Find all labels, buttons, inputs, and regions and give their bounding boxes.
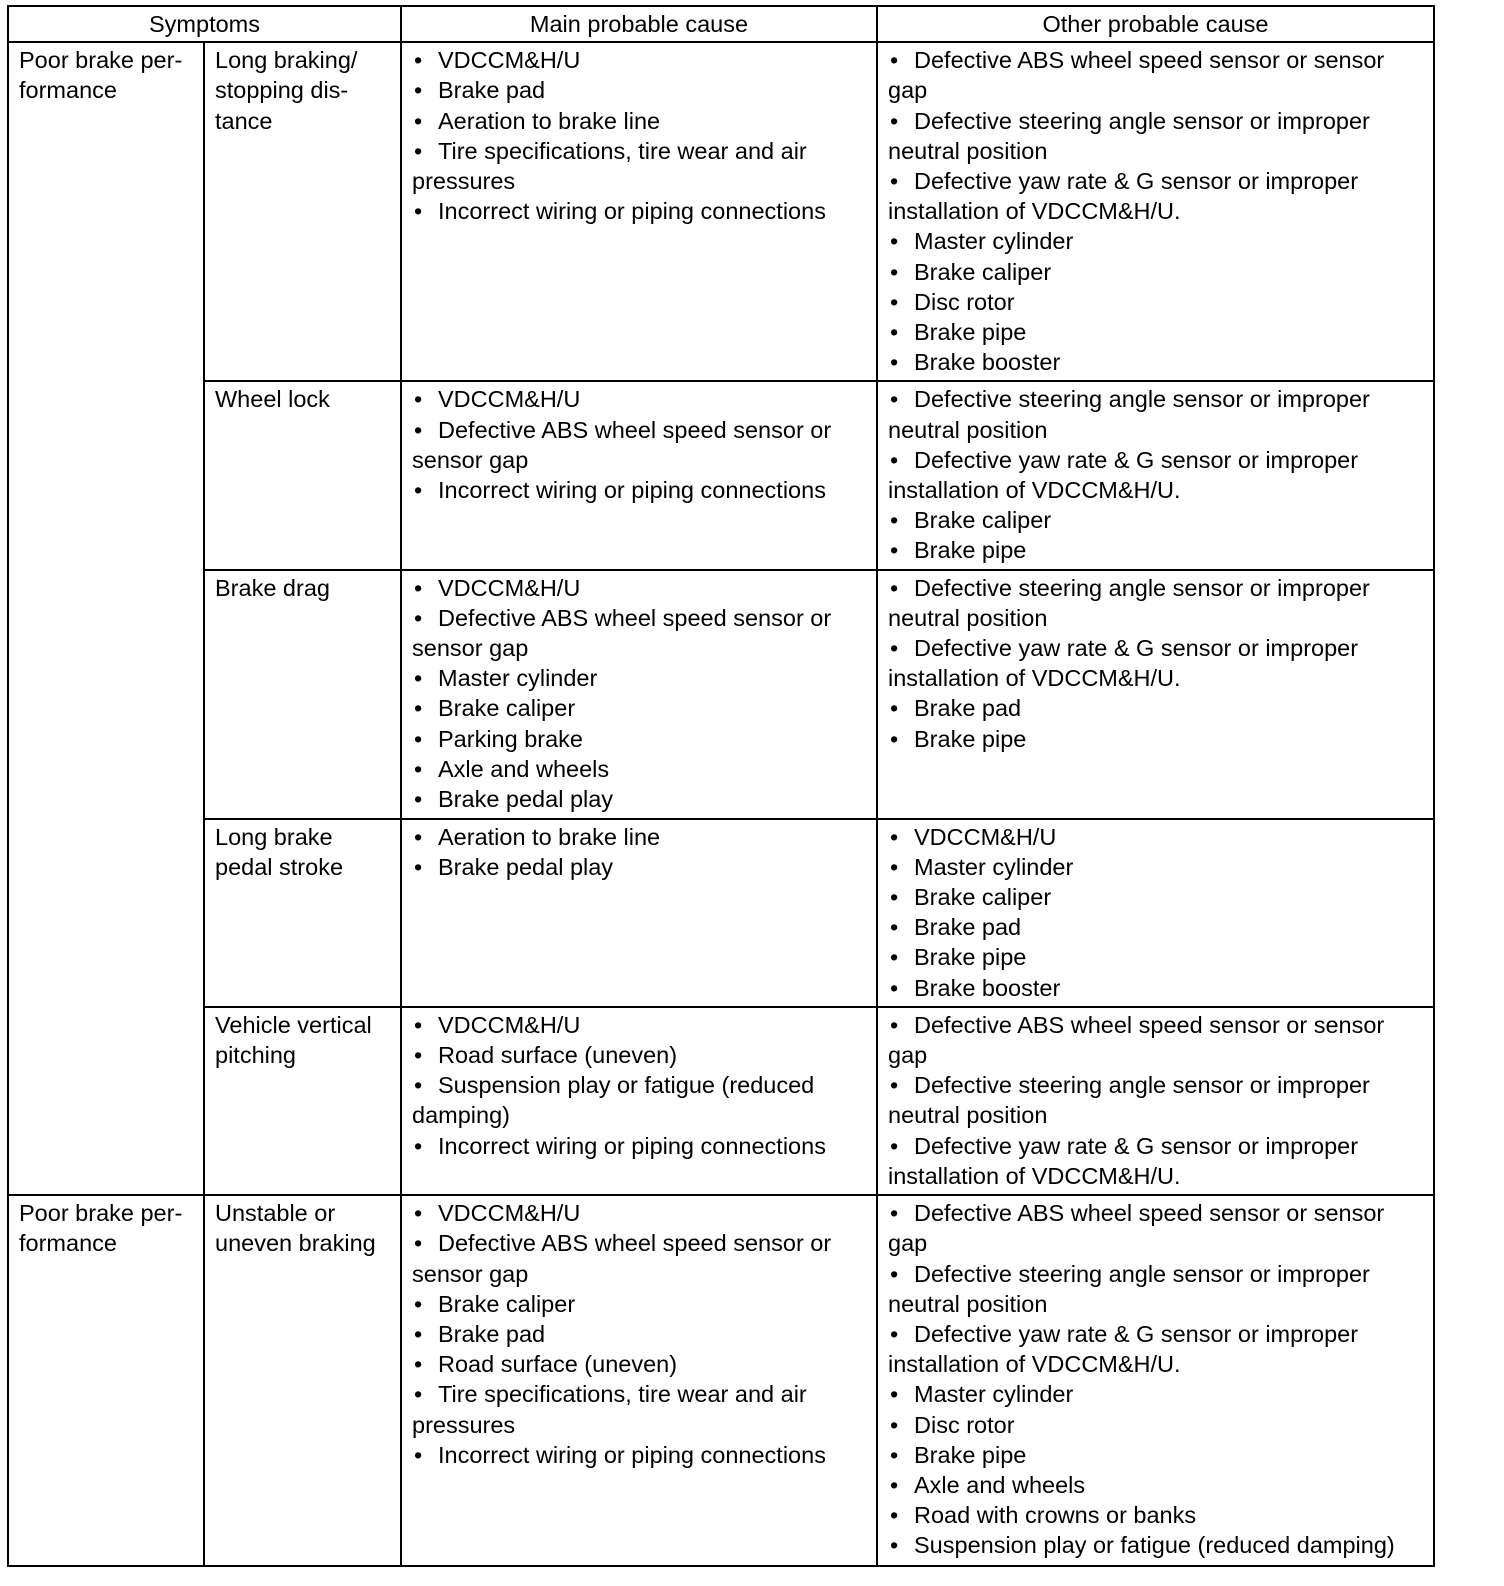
cause-item — [412, 106, 868, 136]
cause-text: VDCCM&H/U — [914, 823, 1057, 850]
cause-text: Tire specifications, tire wear and air pressures — [412, 1381, 807, 1438]
cause-text: Brake pad — [914, 914, 1022, 941]
bullet-icon: • — [890, 446, 899, 473]
cause-text: Incorrect wiring or piping connections — [438, 1132, 826, 1159]
bullet-icon: • — [414, 1132, 423, 1159]
bullet-icon: • — [414, 137, 423, 164]
other-cause-list — [888, 1198, 1425, 1560]
symptom-cell — [204, 1195, 401, 1566]
cause-item — [888, 693, 1425, 723]
cause-item — [888, 1410, 1425, 1440]
cause-text: Brake pipe — [914, 1441, 1027, 1468]
bullet-icon: • — [890, 823, 899, 850]
bullet-icon: • — [890, 1411, 899, 1438]
bullet-icon: • — [890, 228, 899, 255]
other-cause-list — [888, 573, 1425, 754]
bullet-icon: • — [414, 198, 423, 225]
cause-item — [888, 973, 1425, 1003]
cause-text: Incorrect wiring or piping connections — [438, 1441, 826, 1468]
bullet-icon: • — [890, 1441, 899, 1468]
bullet-icon: • — [414, 604, 423, 631]
bullet-icon: • — [414, 1441, 423, 1468]
cause-text: Incorrect wiring or piping connections — [438, 477, 826, 504]
bullet-icon: • — [890, 349, 899, 376]
cause-item — [888, 1198, 1425, 1258]
cause-text: Defective ABS wheel speed sensor or sensor gap — [412, 1230, 832, 1287]
cause-item — [412, 1228, 868, 1288]
other-cause-cell — [877, 1195, 1434, 1566]
cause-item — [412, 75, 868, 105]
symptom-cell — [204, 381, 401, 569]
symptom-label: Long brake pedal stroke — [215, 823, 344, 880]
cause-text: Master cylinder — [438, 665, 598, 692]
cause-item — [888, 1470, 1425, 1500]
bullet-icon: • — [890, 319, 899, 346]
main-cause-cell — [401, 819, 877, 1007]
cause-item — [412, 415, 868, 475]
other-cause-cell — [877, 381, 1434, 569]
cause-item — [888, 445, 1425, 505]
cause-text: Brake pad — [438, 77, 546, 104]
cause-text: Disc rotor — [914, 1411, 1015, 1438]
bullet-icon: • — [414, 786, 423, 813]
cause-item — [412, 663, 868, 693]
cause-item — [412, 822, 868, 852]
other-cause-list — [888, 45, 1425, 377]
cause-item — [888, 317, 1425, 347]
cause-item — [412, 475, 868, 505]
cause-item — [888, 45, 1425, 105]
cause-text: Brake caliper — [914, 507, 1052, 534]
bullet-icon: • — [414, 77, 423, 104]
cause-item — [888, 287, 1425, 317]
symptom-category: Poor brake per- formance — [19, 47, 183, 104]
cause-item — [888, 633, 1425, 693]
symptom-cell — [204, 42, 401, 381]
bullet-icon: • — [414, 725, 423, 752]
cause-text: Defective steering angle sensor or improper neutral position — [888, 107, 1370, 164]
cause-text: Defective steering angle sensor or improper neutral position — [888, 574, 1370, 631]
cause-text: Defective steering angle sensor or improper neutral position — [888, 386, 1370, 443]
cause-item — [888, 1530, 1425, 1560]
cause-text: Aeration to brake line — [438, 107, 661, 134]
header-row — [8, 6, 1434, 42]
cause-item — [888, 226, 1425, 256]
cause-item — [412, 384, 868, 414]
table-row — [8, 1195, 1434, 1566]
bullet-icon: • — [890, 884, 899, 911]
cause-text: Suspension play or fatigue (reduced damping) — [914, 1532, 1395, 1559]
cause-text: Master cylinder — [914, 228, 1074, 255]
cause-text: Defective ABS wheel speed sensor or sensor gap — [888, 1200, 1385, 1257]
bullet-icon: • — [890, 574, 899, 601]
cause-item — [888, 1070, 1425, 1130]
other-cause-cell — [877, 570, 1434, 819]
cause-text: Defective yaw rate & G sensor or improper installation of VDCCM&H/U. — [888, 1132, 1359, 1189]
cause-text: VDCCM&H/U — [438, 1200, 581, 1227]
bullet-icon: • — [890, 507, 899, 534]
cause-item — [412, 852, 868, 882]
header-main-cause: Main probable cause — [401, 6, 877, 42]
bullet-icon: • — [414, 853, 423, 880]
table-row — [8, 42, 1434, 381]
cause-text: VDCCM&H/U — [438, 386, 581, 413]
symptom-label: Vehicle vertical pitching — [215, 1011, 372, 1069]
cause-item — [412, 136, 868, 196]
bullet-icon: • — [890, 1502, 899, 1529]
table-row — [8, 1007, 1434, 1195]
cause-text: Brake pipe — [914, 537, 1027, 564]
bullet-icon: • — [890, 386, 899, 413]
cause-item — [412, 724, 868, 754]
bullet-icon: • — [890, 944, 899, 971]
cause-item — [888, 1319, 1425, 1379]
bullet-icon: • — [890, 537, 899, 564]
symptom-label: Wheel lock — [215, 386, 330, 413]
bullet-icon: • — [414, 755, 423, 782]
symptom-cell — [204, 570, 401, 819]
cause-item — [888, 852, 1425, 882]
symptom-cause-table — [7, 5, 1435, 1567]
cause-text: Defective steering angle sensor or improper neutral position — [888, 1260, 1370, 1317]
symptom-cell — [204, 819, 401, 1007]
bullet-icon: • — [414, 695, 423, 722]
cause-text: Disc rotor — [914, 288, 1015, 315]
cause-item — [412, 754, 868, 784]
cause-item — [412, 784, 868, 814]
cause-text: Aeration to brake line — [438, 823, 661, 850]
cause-item — [412, 1319, 868, 1349]
bullet-icon: • — [414, 823, 423, 850]
bullet-icon: • — [890, 1532, 899, 1559]
cause-text: Defective ABS wheel speed sensor or sensor gap — [412, 416, 832, 473]
cause-text: Suspension play or fatigue (reduced damping) — [412, 1072, 815, 1129]
bullet-icon: • — [414, 1381, 423, 1408]
cause-text: Defective steering angle sensor or improper neutral position — [888, 1072, 1370, 1129]
cause-item — [888, 912, 1425, 942]
cause-text: Defective yaw rate & G sensor or improper installation of VDCCM&H/U. — [888, 1320, 1359, 1378]
cause-text: VDCCM&H/U — [438, 47, 581, 74]
cause-item — [412, 1289, 868, 1319]
bullet-icon: • — [890, 1200, 899, 1227]
other-cause-list — [888, 822, 1425, 1003]
bullet-icon: • — [890, 47, 899, 74]
bullet-icon: • — [890, 695, 899, 722]
header-symptoms: Symptoms — [8, 6, 401, 42]
bullet-icon: • — [414, 47, 423, 74]
cause-item — [412, 1379, 868, 1439]
cause-item — [888, 106, 1425, 166]
cause-item — [888, 535, 1425, 565]
bullet-icon: • — [890, 107, 899, 134]
bullet-icon: • — [414, 665, 423, 692]
bullet-icon: • — [414, 1351, 423, 1378]
cause-text: Brake pipe — [914, 944, 1027, 971]
cause-item — [412, 693, 868, 723]
cause-item — [888, 166, 1425, 226]
cause-text: Defective yaw rate & G sensor or improper installation of VDCCM&H/U. — [888, 635, 1359, 692]
main-cause-cell — [401, 381, 877, 569]
cause-item — [888, 822, 1425, 852]
other-cause-list — [888, 1010, 1425, 1191]
cause-item — [888, 724, 1425, 754]
table-body — [8, 42, 1434, 1566]
cause-item — [888, 347, 1425, 377]
cause-text: Road with crowns or banks — [914, 1502, 1197, 1529]
symptom-label: Long braking/ stopping dis- tance — [215, 47, 358, 134]
bullet-icon: • — [414, 574, 423, 601]
other-cause-cell — [877, 1007, 1434, 1195]
cause-item — [888, 1259, 1425, 1319]
bullet-icon: • — [414, 1290, 423, 1317]
cause-text: Brake caliper — [914, 258, 1052, 285]
symptom-category-cell — [8, 1195, 204, 1566]
cause-text: Brake booster — [914, 974, 1061, 1001]
cause-text: Brake booster — [914, 349, 1061, 376]
cause-item — [412, 196, 868, 226]
cause-text: Defective ABS wheel speed sensor or sensor gap — [888, 1011, 1385, 1069]
cause-text: Brake pedal play — [438, 786, 614, 813]
bullet-icon: • — [890, 974, 899, 1001]
cause-text: Road surface (uneven) — [438, 1351, 678, 1378]
bullet-icon: • — [414, 1200, 423, 1227]
cause-item — [888, 882, 1425, 912]
bullet-icon: • — [414, 1230, 423, 1257]
cause-item — [888, 384, 1425, 444]
bullet-icon: • — [890, 258, 899, 285]
table-row — [8, 570, 1434, 819]
cause-item — [888, 1010, 1425, 1070]
bullet-icon: • — [890, 288, 899, 315]
bullet-icon: • — [890, 1320, 899, 1347]
bullet-icon: • — [890, 1260, 899, 1287]
bullet-icon: • — [414, 386, 423, 413]
cause-text: Brake caliper — [438, 695, 576, 722]
bullet-icon: • — [890, 1132, 899, 1159]
cause-text: Road surface (uneven) — [438, 1042, 678, 1069]
cause-text: Parking brake — [438, 725, 583, 752]
main-cause-list — [412, 573, 868, 815]
other-cause-cell — [877, 42, 1434, 381]
cause-text: Brake caliper — [438, 1290, 576, 1317]
cause-text: Brake caliper — [914, 884, 1052, 911]
bullet-icon: • — [890, 725, 899, 752]
bullet-icon: • — [414, 477, 423, 504]
bullet-icon: • — [890, 168, 899, 195]
main-cause-cell — [401, 42, 877, 381]
bullet-icon: • — [414, 1072, 423, 1099]
cause-text: Tire specifications, tire wear and air pressures — [412, 137, 807, 195]
cause-text: Defective ABS wheel speed sensor or sensor gap — [888, 47, 1385, 104]
main-cause-list — [412, 822, 868, 882]
cause-text: Brake pipe — [914, 725, 1027, 752]
cause-item — [888, 1440, 1425, 1470]
cause-text: Defective yaw rate & G sensor or improper installation of VDCCM&H/U. — [888, 446, 1359, 504]
bullet-icon: • — [890, 914, 899, 941]
bullet-icon: • — [890, 1471, 899, 1498]
main-cause-cell — [401, 1195, 877, 1566]
bullet-icon: • — [890, 1011, 899, 1038]
cause-text: Brake pipe — [914, 319, 1027, 346]
cause-text: Brake pad — [438, 1320, 546, 1347]
cause-item — [412, 573, 868, 603]
cause-text: Brake pad — [914, 695, 1022, 722]
bullet-icon: • — [414, 416, 423, 443]
symptom-label: Unstable or uneven braking — [215, 1200, 376, 1257]
table-row — [8, 819, 1434, 1007]
cause-text: Defective yaw rate & G sensor or improper installation of VDCCM&H/U. — [888, 168, 1359, 225]
bullet-icon: • — [890, 635, 899, 662]
header-other-cause: Other probable cause — [877, 6, 1434, 42]
cause-item — [412, 1131, 868, 1161]
cause-item — [888, 1131, 1425, 1191]
cause-text: Brake pedal play — [438, 853, 614, 880]
main-cause-list — [412, 1198, 868, 1470]
bullet-icon: • — [890, 1381, 899, 1408]
main-cause-list — [412, 45, 868, 226]
cause-item — [888, 1379, 1425, 1409]
cause-text: Axle and wheels — [914, 1471, 1086, 1498]
cause-text: Master cylinder — [914, 1381, 1074, 1408]
main-cause-list — [412, 384, 868, 505]
cause-item — [412, 603, 868, 663]
cause-item — [412, 1198, 868, 1228]
symptom-category: Poor brake per- formance — [19, 1200, 183, 1257]
cause-text: VDCCM&H/U — [438, 574, 581, 601]
cause-item — [412, 1349, 868, 1379]
cause-item — [412, 1440, 868, 1470]
bullet-icon: • — [890, 1072, 899, 1099]
bullet-icon: • — [414, 1320, 423, 1347]
symptom-label: Brake drag — [215, 574, 330, 601]
symptom-cell — [204, 1007, 401, 1195]
cause-text: Defective ABS wheel speed sensor or sensor gap — [412, 604, 832, 662]
cause-item — [888, 257, 1425, 287]
table-row — [8, 381, 1434, 569]
cause-text: VDCCM&H/U — [438, 1011, 581, 1038]
main-cause-list — [412, 1010, 868, 1161]
main-cause-cell — [401, 1007, 877, 1195]
cause-item — [888, 1500, 1425, 1530]
bullet-icon: • — [414, 107, 423, 134]
bullet-icon: • — [414, 1011, 423, 1038]
cause-item — [888, 505, 1425, 535]
other-cause-list — [888, 384, 1425, 565]
cause-text: Axle and wheels — [438, 755, 610, 782]
cause-text: Master cylinder — [914, 853, 1074, 880]
bullet-icon: • — [414, 1042, 423, 1069]
cause-item — [888, 573, 1425, 633]
cause-item — [888, 942, 1425, 972]
cause-item — [412, 1010, 868, 1040]
other-cause-cell — [877, 819, 1434, 1007]
cause-item — [412, 1040, 868, 1070]
cause-item — [412, 1070, 868, 1130]
bullet-icon: • — [890, 853, 899, 880]
main-cause-cell — [401, 570, 877, 819]
cause-item — [412, 45, 868, 75]
cause-text: Incorrect wiring or piping connections — [438, 198, 826, 225]
symptom-category-cell — [8, 42, 204, 1195]
